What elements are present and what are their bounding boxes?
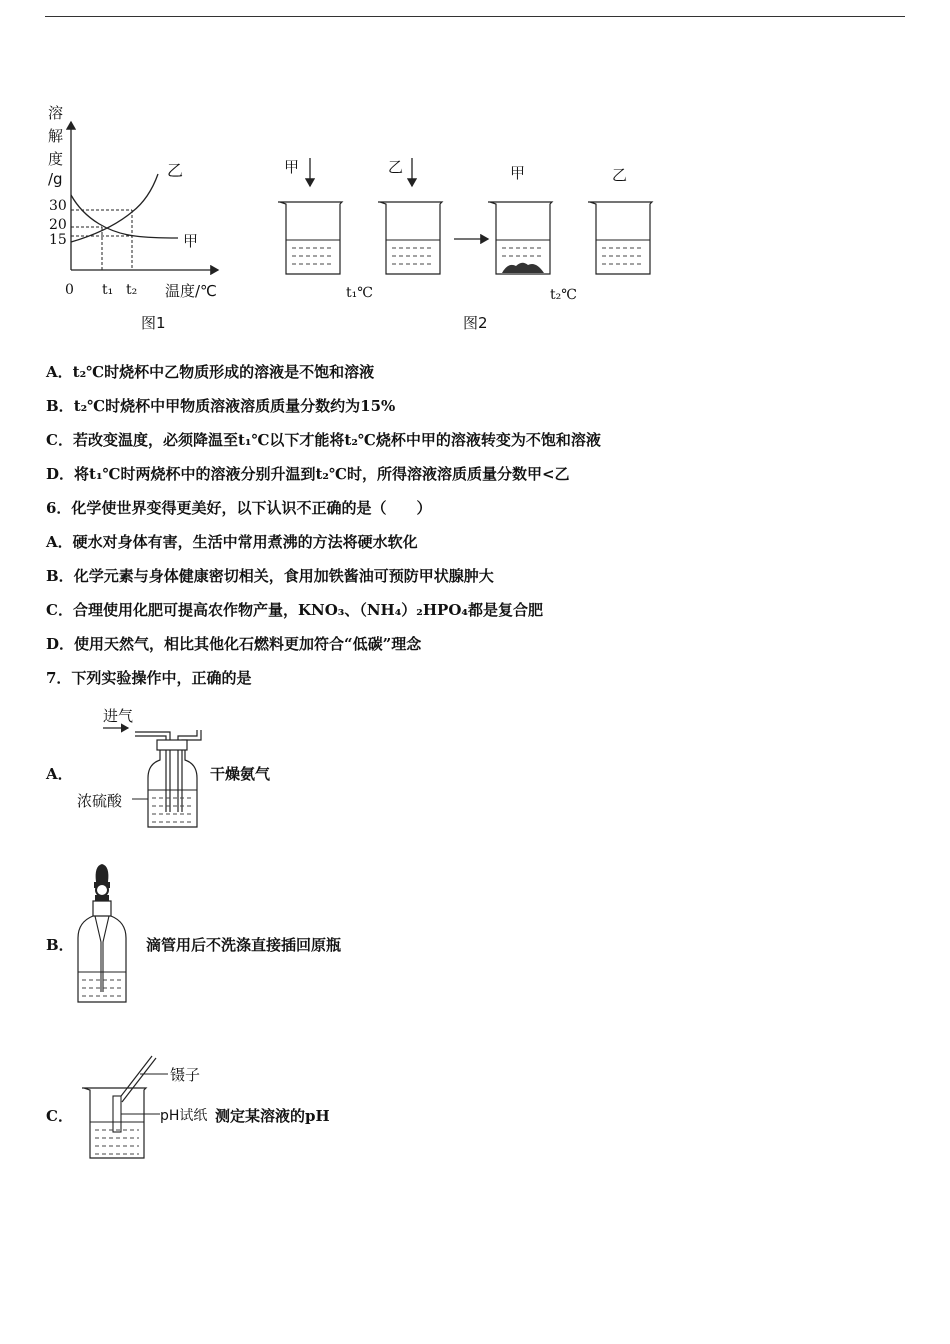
option-text: 硬水对身体有害，生活中常用煮沸的方法将硬水软化 bbox=[72, 533, 418, 551]
option-letter: B． bbox=[46, 397, 74, 415]
option-text: 将t₁℃时两烧杯中的溶液分别升温到t₂℃时，所得溶液溶质质量分数甲<乙 bbox=[74, 465, 570, 483]
q5-option-c bbox=[46, 429, 601, 450]
y-axis-label-1: 溶 bbox=[48, 104, 64, 122]
option-letter: D． bbox=[46, 635, 75, 653]
temp-t2-label: t₂℃ bbox=[550, 287, 577, 303]
fig1-caption: 图1 bbox=[141, 314, 166, 332]
q5-option-b bbox=[46, 395, 395, 416]
x-tick-t2: t₂ bbox=[126, 282, 138, 298]
q7-option-a-letter: A． bbox=[46, 765, 73, 783]
inlet-label: 进气 bbox=[103, 707, 134, 725]
y-axis-label-2: 解 bbox=[48, 127, 64, 145]
tweezers bbox=[118, 1056, 152, 1100]
option-letter: A． bbox=[46, 363, 73, 381]
q6-option-c bbox=[46, 599, 543, 620]
y-tick-20: 20 bbox=[49, 217, 67, 233]
q7-option-c-text: 测定某溶液的pH bbox=[215, 1107, 330, 1125]
q7-option-b-text: 滴管用后不洗涤直接插回原瓶 bbox=[146, 936, 342, 954]
x-axis-label: 温度/℃ bbox=[165, 282, 217, 300]
q5-option-a bbox=[46, 361, 374, 382]
q5-option-d bbox=[46, 463, 570, 484]
q6-option-d bbox=[46, 633, 421, 654]
option-letter: C． bbox=[46, 431, 73, 449]
tweezers-label: 镊子 bbox=[170, 1066, 201, 1084]
beaker-1 bbox=[278, 202, 342, 274]
x-tick-t1: t₁ bbox=[102, 282, 114, 298]
beaker-4 bbox=[588, 202, 652, 274]
option-letter: A． bbox=[46, 533, 73, 551]
q7-option-c-letter: C． bbox=[46, 1107, 73, 1125]
beaker-label-yi-2: 乙 bbox=[612, 166, 628, 184]
y-axis-label-4: /g bbox=[48, 170, 63, 188]
option-text: 合理使用化肥可提高农作物产量，KNO₃、（NH₄）₂HPO₄都是复合肥 bbox=[72, 601, 543, 619]
y-axis-label-3: 度 bbox=[48, 150, 64, 168]
q7-stem: 7．下列实验操作中，正确的是 bbox=[46, 669, 252, 687]
crystal-precipitate bbox=[502, 263, 544, 273]
curve-jia-label: 甲 bbox=[183, 232, 199, 250]
option-text: 若改变温度，必须降温至t₁℃以下才能将t₂℃烧杯中甲的溶液转变为不饱和溶液 bbox=[72, 431, 601, 449]
y-tick-30: 30 bbox=[49, 198, 67, 214]
q7-option-b-letter: B． bbox=[46, 936, 74, 954]
temp-t1-label: t₁℃ bbox=[346, 285, 373, 301]
gas-washing-bottle-svg bbox=[75, 700, 215, 835]
x-origin: 0 bbox=[65, 282, 74, 298]
beaker-label-jia-1: 甲 bbox=[284, 158, 300, 176]
option-letter: B． bbox=[46, 567, 74, 585]
ph-paper bbox=[113, 1096, 121, 1132]
gas-washing-bottle-figure bbox=[75, 700, 215, 835]
fig2-caption: 图2 bbox=[463, 314, 488, 332]
ph-paper-label: pH试纸 bbox=[160, 1108, 208, 1124]
ph-test-figure bbox=[80, 1050, 220, 1165]
option-letter: D． bbox=[46, 465, 75, 483]
beaker-3 bbox=[488, 202, 552, 274]
q6-option-a bbox=[46, 531, 418, 552]
beaker-label-yi-1: 乙 bbox=[388, 158, 404, 176]
curve-yi-label: 乙 bbox=[167, 161, 184, 180]
beaker-label-jia-2: 甲 bbox=[510, 164, 526, 182]
q6-stem: 6．化学使世界变得更美好，以下认识不正确的是（ ） bbox=[46, 499, 432, 517]
dropper-bottle-figure bbox=[70, 860, 140, 1010]
beaker-2 bbox=[378, 202, 442, 274]
y-tick-15: 15 bbox=[49, 232, 67, 248]
acid-label: 浓硫酸 bbox=[77, 792, 123, 810]
curve-jia bbox=[71, 195, 178, 238]
beakers-figure bbox=[270, 150, 670, 340]
option-text: 使用天然气，相比其他化石燃料更加符合“低碳”理念 bbox=[74, 635, 422, 653]
solubility-chart bbox=[40, 100, 240, 340]
dropper-bottle-svg bbox=[70, 860, 140, 1010]
option-text: t₂℃时烧杯中乙物质形成的溶液是不饱和溶液 bbox=[72, 363, 375, 381]
q7-option-a-text: 干燥氨气 bbox=[210, 765, 271, 783]
option-text: t₂℃时烧杯中甲物质溶液溶质质量分数约为15% bbox=[73, 397, 396, 415]
q6-option-b bbox=[46, 565, 494, 586]
solubility-chart-svg bbox=[40, 100, 240, 340]
top-rule bbox=[45, 16, 905, 17]
option-text: 化学元素与身体健康密切相关，食用加铁酱油可预防甲状腺肿大 bbox=[73, 567, 494, 585]
option-letter: C． bbox=[46, 601, 73, 619]
